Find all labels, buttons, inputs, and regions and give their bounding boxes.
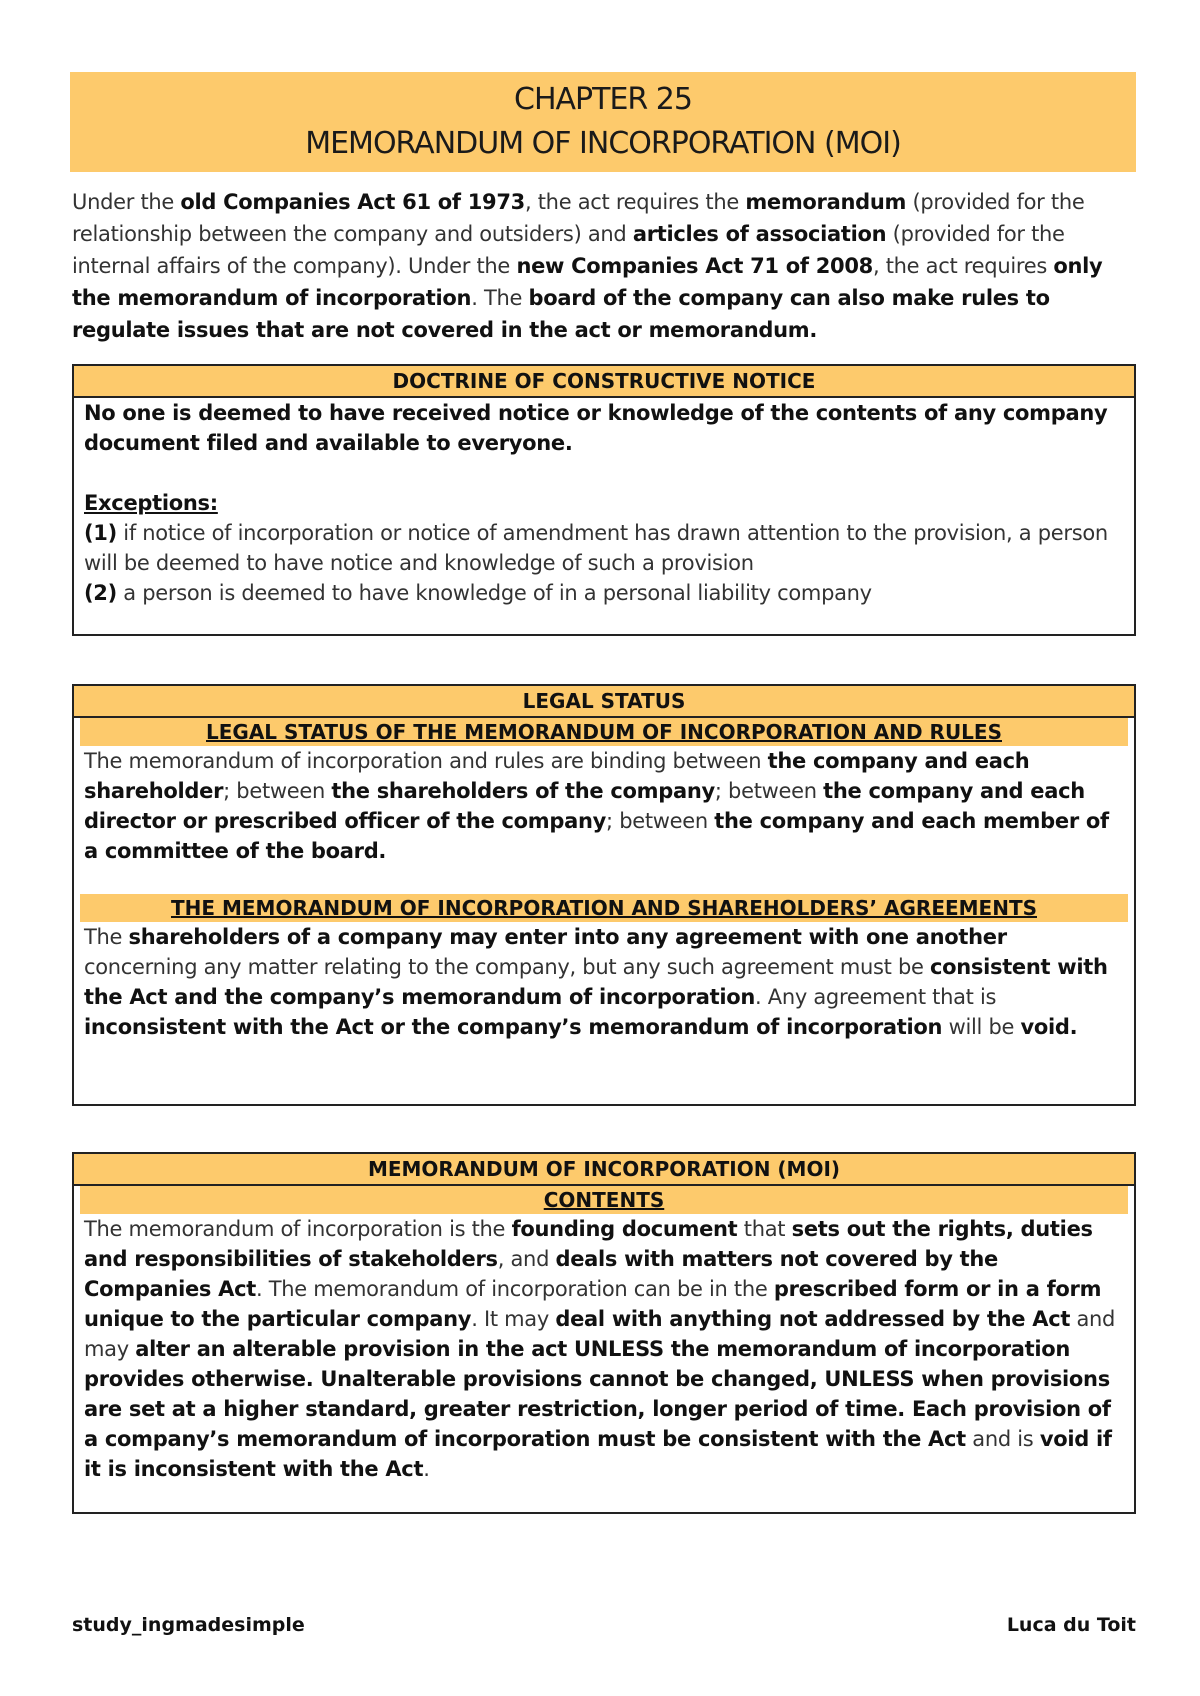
- paragraph-bold: the company and each member of a committee of the board.: [84, 809, 1109, 863]
- moi-paragraph: [74, 1214, 1134, 1484]
- paragraph-text: ; between: [223, 779, 332, 803]
- doctrine-box: [72, 364, 1136, 636]
- paragraph-text: .: [423, 1457, 430, 1481]
- paragraph-bold: shareholders of a company may enter into any agreement with one another: [128, 925, 1007, 949]
- intro-text: , the act requires: [872, 254, 1054, 278]
- paragraph-bold: consistent with the Act and the company’s memorandum of incorporation: [84, 955, 1108, 1009]
- paragraph-text: The: [84, 925, 129, 949]
- moi-box: [72, 1152, 1136, 1514]
- intro-text: , the act requires the: [525, 190, 746, 214]
- paragraph-bold: founding document: [511, 1217, 738, 1241]
- intro-bold: new Companies Act 71 of 2008: [516, 254, 873, 278]
- exception-item: [84, 518, 1124, 578]
- intro-text: (provided for the internal affairs of the company). Under the: [72, 222, 1065, 278]
- footer-author-handle: study_ingmadesimple: [72, 1614, 305, 1636]
- chapter-number: CHAPTER 25: [514, 82, 692, 117]
- moi-contents-subheading: CONTENTS: [80, 1186, 1128, 1214]
- paragraph-text: . It may: [471, 1307, 556, 1331]
- paragraph-bold: the shareholders of the company: [331, 779, 715, 803]
- paragraph-text: , and: [497, 1247, 556, 1271]
- paragraph-text: . Any agreement that is: [755, 985, 997, 1009]
- legal-status-heading: LEGAL STATUS: [74, 686, 1134, 718]
- legal-status-subheading: LEGAL STATUS OF THE MEMORANDUM OF INCORPORATION AND RULES: [80, 718, 1128, 746]
- intro-text: (provided for the relationship between the company and outsiders) and: [72, 190, 1085, 246]
- intro-paragraph: [72, 186, 1142, 346]
- paragraph-text: and may: [84, 1307, 1116, 1361]
- paragraph-bold: inconsistent with the Act or the company’s memorandum of incorporation: [84, 1015, 943, 1039]
- paragraph-bold: void.: [1020, 1015, 1078, 1039]
- paragraph-bold: sets out the rights, duties and responsibilities of stakeholders: [84, 1217, 1093, 1271]
- paragraph-bold: prescribed form or in a form unique to the particular company: [84, 1277, 1102, 1331]
- exceptions-label: Exceptions:: [84, 491, 218, 515]
- intro-bold: old Companies Act 61 of 1973: [180, 190, 525, 214]
- paragraph-bold: void if it is inconsistent with the Act: [84, 1427, 1112, 1481]
- doctrine-statement: No one is deemed to have received notice or knowledge of the contents of any company document filed and available to everyone.: [84, 401, 1108, 455]
- intro-bold: articles of association: [632, 222, 887, 246]
- intro-text: . The: [471, 286, 529, 310]
- paragraph-text: ; between: [606, 809, 715, 833]
- paragraph-bold: the company and each director or prescribed officer of the company: [84, 779, 1085, 833]
- exception-item: [84, 578, 1124, 608]
- paragraph-text: will be: [942, 1015, 1021, 1039]
- paragraph-text: ; between: [714, 779, 824, 803]
- intro-bold: board of the company can also make rules to regulate issues that are not covered in the act or memorandum.: [72, 286, 1050, 342]
- legal-status-paragraph: [74, 746, 1134, 866]
- shareholders-agreements-subheading: THE MEMORANDUM OF INCORPORATION AND SHAREHOLDERS’ AGREEMENTS: [80, 894, 1128, 922]
- chapter-title: MEMORANDUM OF INCORPORATION (MOI): [305, 126, 901, 161]
- exception-number: (1): [84, 521, 117, 545]
- exception-text: a person is deemed to have knowledge of in a personal liability company: [116, 581, 872, 605]
- paragraph-bold: the company and each shareholder: [84, 749, 1030, 803]
- legal-status-box: [72, 684, 1136, 1106]
- chapter-title-band: [70, 72, 1136, 172]
- paragraph-bold: alter an alterable provision in the act UNLESS the memorandum of incorporation provides otherwise. Unalterable provisions cannot be changed, UNLESS when provisions are set at a higher standard, greater restriction, longer period of time. Each provision of a company’s memorandum of incorporation must be consistent with the Act: [84, 1337, 1111, 1451]
- paragraph-text: concerning any matter relating to the company, but any such agreement must be: [84, 955, 930, 979]
- paragraph-text: and is: [965, 1427, 1040, 1451]
- paragraph-bold: deal with anything not addressed by the Act: [555, 1307, 1071, 1331]
- shareholders-agreements-paragraph: [74, 922, 1134, 1042]
- paragraph-text: The memorandum of incorporation is the: [84, 1217, 512, 1241]
- moi-heading: MEMORANDUM OF INCORPORATION (MOI): [74, 1154, 1134, 1186]
- paragraph-text: . The memorandum of incorporation can be in the: [255, 1277, 774, 1301]
- exception-text: if notice of incorporation or notice of amendment has drawn attention to the provision, a person will be deemed to have notice and knowledge of such a provision: [84, 521, 1108, 575]
- footer-author-name: Luca du Toit: [1006, 1614, 1136, 1636]
- doctrine-body: [74, 398, 1134, 608]
- intro-bold: only the memorandum of incorporation: [72, 254, 1103, 310]
- doctrine-heading: DOCTRINE OF CONSTRUCTIVE NOTICE: [74, 366, 1134, 398]
- intro-text: Under the: [72, 190, 181, 214]
- intro-bold: memorandum: [745, 190, 907, 214]
- paragraph-text: that: [737, 1217, 792, 1241]
- exception-number: (2): [84, 581, 117, 605]
- paragraph-text: The memorandum of incorporation and rules are binding between: [84, 749, 768, 773]
- paragraph-bold: deals with matters not covered by the Companies Act: [84, 1247, 999, 1301]
